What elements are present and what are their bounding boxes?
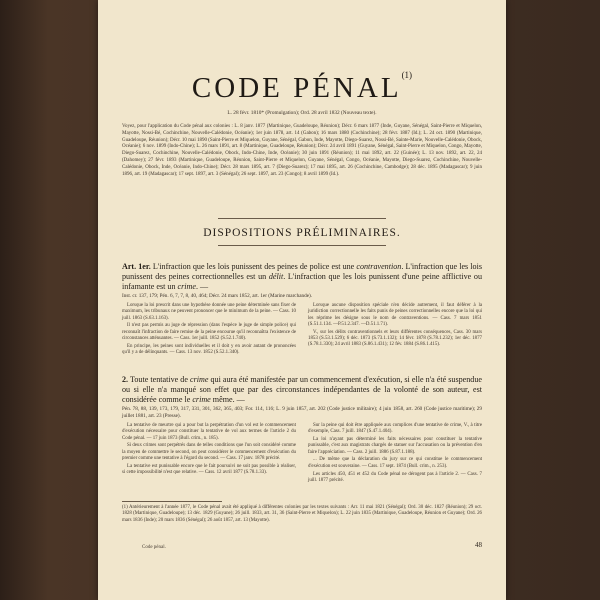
article-1-text-c: . L'infraction que les lois punissent d'une peine afflictive ou infamante est un bbox=[122, 272, 482, 291]
article-1-text-a: L'infraction que les lois punissent des peines de police est une bbox=[150, 262, 357, 271]
article-2-number: 2. bbox=[122, 375, 129, 384]
code-title bbox=[98, 72, 506, 105]
article-2-right-note: Les articles 450, 451 et 452 du Code pénal ne dérogent pas à l'article 2. — Cass. 7 juill. 1877 précité. bbox=[308, 471, 482, 483]
footnote: (1) Antérieurement à l'année 1877, le Code pénal avait été appliqué à différentes colonies par les textes suivants : Arr. 11 mai 1821 (Sénégal); Ord. 30 déc. 1827 (Réunion); 29 oct. 1828 (Martinique, Guadeloupe); 13 déc. 1829 (Guyane); 26 juill. 1833, art. 31, 36 (Saint-Pierre et Miquelon); L. 22 juin 1835 (Martinique, Guadeloupe, Réunion et Guyane); Ord. 26 mars 1836 (Inde); 20 mars 1836 (Sénégal); 26 août 1857, art. 13 (Mayotte). bbox=[122, 505, 482, 523]
article-1-left-note: Il n'est pas permis au juge de répression (dans l'espèce le juge de simple police) qui reconnaît l'infraction de faire remise de la peine encourue qu'il reconnaîtra l'existence de circonstances atténuantes. — Cass. 1er juill. 1852 (S.52.1.740). bbox=[122, 323, 296, 341]
section-title: DISPOSITIONS PRÉLIMINAIRES. bbox=[203, 227, 401, 239]
article-2-text-c: même. — bbox=[210, 395, 245, 404]
article-2-right-note: La loi n'ayant pas déterminé les faits nécessaires pour constituer la tentative punissable, c'est aux magistrats chargés de statuer sur l'accusation ou la prévention d'en faire l'appréciation. — Cass. 2 juill. 1886 (S.87.1.188). bbox=[308, 437, 482, 455]
article-1-right-note: Lorsque aucune disposition spéciale n'en décide autrement, il faut déférer à la juridiction correctionnelle les faits punis de peines correctionnelles encore que la loi qui les réprime les désigne sous le nom de contraventions. — Cass. 7 mars 1851 (S.51.1.134. —P.51.2.347. —D.51.1.71). bbox=[308, 303, 482, 327]
article-2-left-column bbox=[122, 423, 296, 486]
article-1-citations: Inst. cr. 137, 179; Pén. 6, 7, 7, 8, 40, 464; Décr. 24 mars 1852, art. 1er (Marine marchande). bbox=[122, 293, 313, 299]
article-2-left-note: Si deux crimes sont perpétrés dans de telles conditions que l'un soit considéré comme la moyen de commettre le second, on peut considérer le commencement d'exécution du premier comme une tentative à l'égard du second. — Cass. 17 janv. 1878 précité. bbox=[122, 443, 296, 461]
article-1-left-note: En principe, les peines sont individuelles et il doit y en avoir autant de prononcées qu'il y a de délinquants. — Cass. 13 nov. 1852 (S.52.1.340). bbox=[122, 343, 296, 356]
article-1-left-note: Lorsque la loi prescrit dans une hypothèse donnée une peine déterminée sans fixer de maximum, les tribunaux ne peuvent prononcer que le minimum de la peine. — Cass. 10 juill. 1863 (S.63.1.163). bbox=[122, 303, 296, 321]
law-reference: L. 28 févr. 1810* (Promulgation); Ord. 28 avril 1832 (Nouveau texte). bbox=[227, 110, 377, 116]
article-2-text-b: qui aura été manifestée par un commencement d'exécution, si elle n'a été suspendue ou si elle n'a manqué son effet que par des circonstances indépendantes de la volonté de son auteur, est considérée comme le bbox=[122, 375, 482, 404]
article-1-right-note: V., sur les délits contraventionnels et leurs différentes conséquences, Cass. 30 mars 1853 (S.53.1.529); 6 déc. 1873 (S.73.1.132); 14 févr. 1878 (S.78.1.232); 1er déc. 1877 (S.78.1.330); 24 avril 1883 (S.86.1.431); 12 fév. 1884 (S.86.1.415). bbox=[308, 329, 482, 348]
document-page bbox=[98, 0, 506, 600]
article-2-left-note: La tentative de meurtre qui a pour but la perpétration d'un vol est le commencement d'exécution nécessaire pour constituer la tentative de vol aux termes de l'article 2 du Code pénal. — 17 juin 1873 (Bull. crim., n. 185). bbox=[122, 423, 296, 441]
page-number: 48 bbox=[475, 541, 482, 549]
article-1-number: Art. 1er. bbox=[122, 262, 151, 271]
article-2-left-note: La tentative est punissable encore que le fait poursuivi ne soit pas possible à réaliser, si cette impossibilité n'est que relative. — Cass. 12 avril 1877 (S.78.1.33). bbox=[122, 463, 296, 476]
code-title-text: CODE PÉNAL bbox=[191, 72, 402, 104]
section-rule-bottom bbox=[218, 245, 386, 246]
article-2-term-crime: crime bbox=[190, 375, 209, 384]
article-2-term-crime: crime bbox=[192, 395, 211, 404]
article-2-right-note: ... De même que la déclaration du jury sur ce qui constitue le commencement d'exécution est souveraine. — Cass. 17 sept. 1874 (Bull. crim., n. 253). bbox=[308, 457, 482, 469]
article-2-right-note: Sur la peine qui doit être appliquée aux complices d'une tentative de crime, V., à titre d'exemple, Cass. 7 juill. 1847 (S.47.1.404). bbox=[308, 423, 482, 435]
title-footnote-mark: (1) bbox=[401, 70, 413, 80]
article-1-text-d: . — bbox=[195, 282, 209, 291]
article-1-term-contravention: contravention bbox=[356, 262, 402, 271]
article-2-citations: Pén. 78, 88, 139, 173, 179, 317, 331, 301, 362, 365, 403; For. 114, 116; L. 9 juin 1857, art. 202 (Code justice militaire); 4 juin 1858, art. 260 (Code justice maritime); 29 juillet 1881, art. 23 (Presse). bbox=[122, 406, 482, 419]
article-1-term-delit: délit bbox=[268, 272, 284, 281]
article-2 bbox=[122, 375, 482, 405]
colonies-note: Voyez, pour l'application du Code pénal aux colonies : L. 8 janv. 1877 (Martinique, Guadeloupe, Réunion); Décr. 6 mars 1877 (Inde, Guyane, Sénégal, Saint-Pierre et Miquelon, Mayotte, Nossi-Bé, Cochinchine, Nouvelle-Calédonie, Océanie); 1er juin 1878, art. 14 (Gabon); 16 mars 1880 (Cochinchine); 28 févr. 1887 (Id.); L. 24 oct. 1890 (Martinique, Guadeloupe, Réunion); Décr. 10 mai 1890 (Saint-Pierre et Miquelon, Guyane, Sénégal, Gabon, Inde, Mayotte, Diego-Suarez, Nossi-Bé, Sainte-Marie, Nouvelle-Calédonie, Obock, Océanie); 6 nov. 1899 (Indo-Chine); L. 26 mars 1891, art. 8 (Martinique, Guadeloupe, Réunion); Décr. 24 avril 1891 (Guyane, Sénégal, Saint-Pierre et Miquelon, Congo, Mayotte, Diego-Suarez, Cochinchine, Nouvelle-Calédonie, Obock, Indo-Chine, Inde, Océanie); 30 juin 1891 (Réunion); 11 mai 1892, art. 22 (Guinée); L. 13 nov. 1892, art. 22, 24 (Dahomey); 27 févr. 1893 (Martinique, Guadeloupe, Réunion, Saint-Pierre et Miquelon, Guyane, Sénégal, Congo, Océanie, Mayotte, Diego-Suarez, Cochinchine, Nouvelle-Calédonie, Obock, Inde, Océanie, Indo-Chine); Décr. 28 mars 1895, art. 7 (Diego-Suarez); 17 mai 1895, art. 26 (Cochinchine, Cambodge); 28 déc. 1895 (Madagascar); 9 juin 1896, art. 19 (Madagascar); 17 sept. 1897, art. 3 (Sénégal); 26 sept. 1897, art. 23 (Congo); 8 avril 1899 (Id.). bbox=[122, 124, 482, 177]
article-1-left-column bbox=[122, 303, 296, 358]
section-rule-top bbox=[218, 218, 386, 219]
article-1-jurisprudence bbox=[122, 303, 482, 358]
article-1 bbox=[122, 262, 482, 292]
article-1-right-column bbox=[308, 303, 482, 358]
article-2-jurisprudence bbox=[122, 423, 482, 486]
running-footer: Code pénal. bbox=[142, 545, 166, 550]
article-2-right-column bbox=[308, 423, 482, 486]
footnote-rule bbox=[122, 501, 222, 502]
article-2-text-a: Toute tentative de bbox=[128, 375, 190, 384]
article-1-term-crime: crime bbox=[177, 282, 196, 291]
article-1-text-b: . L'infraction que les lois punissent des peines correctionnelles est un bbox=[122, 262, 482, 281]
